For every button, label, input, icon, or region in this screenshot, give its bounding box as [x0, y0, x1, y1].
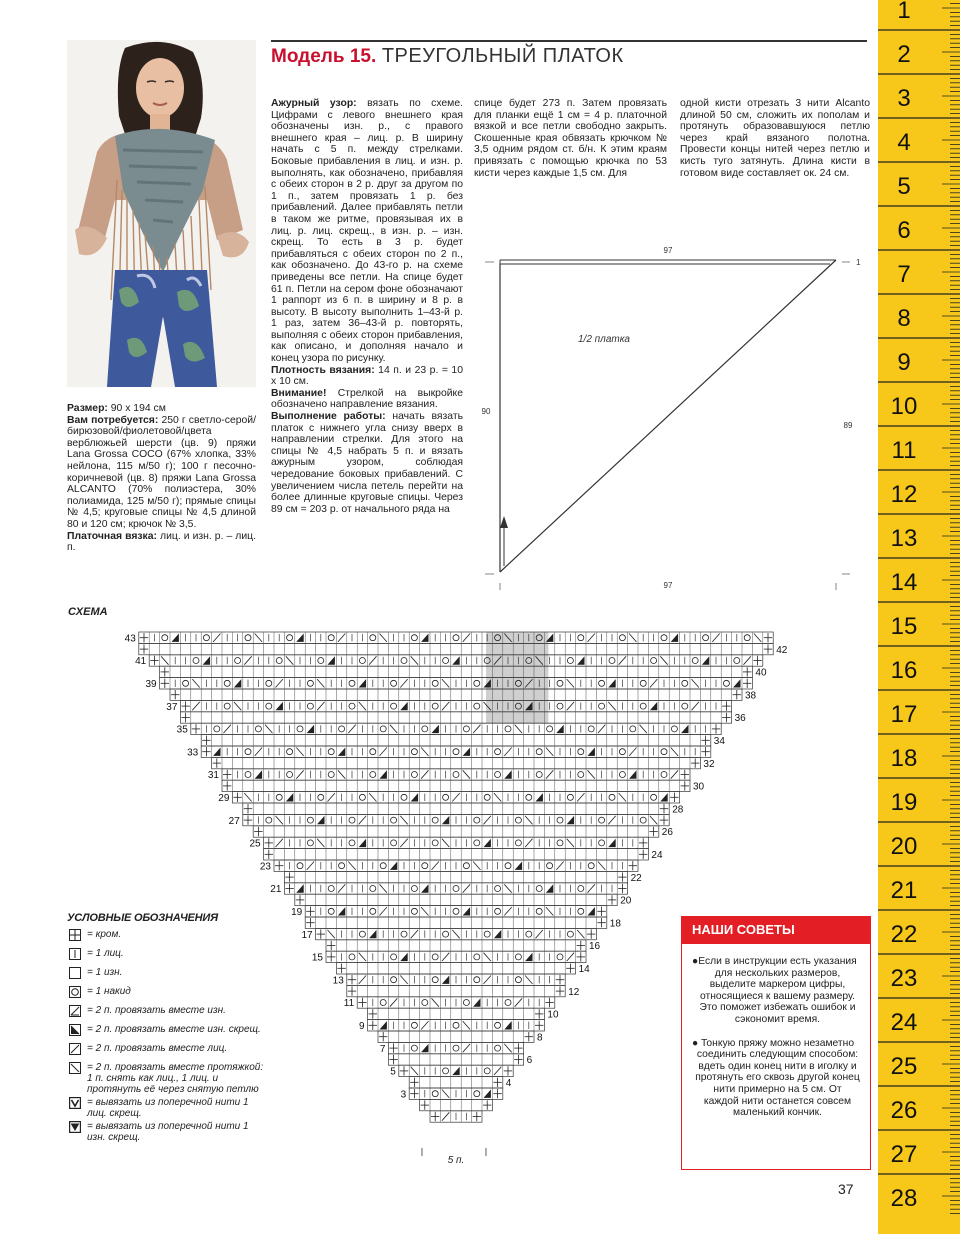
chart-row-number: 11 — [343, 998, 355, 1010]
chart-row-number: 42 — [776, 644, 788, 656]
tip-item: ● Если в инструкции есть указания для нескольких размеров, выделите маркером цифры, относящиеся к вашему размеру. Это поможет избежать ошибок и сэкономит время. — [692, 956, 857, 1025]
chart-row-number: 26 — [661, 827, 673, 839]
ruler-number: 24 — [890, 1009, 918, 1036]
chart-row-number: 15 — [311, 952, 323, 964]
purl-stitch-icon — [69, 967, 81, 979]
tips-title: НАШИ СОВЕТЫ — [682, 917, 870, 944]
ruler-number: 1 — [897, 0, 911, 24]
chart-row-number: 19 — [291, 907, 303, 918]
chart-row-number: 21 — [270, 884, 282, 896]
work-label: Выполнение работы: — [271, 411, 386, 423]
attention-text: Стрелкой на выкройке обозначено направление вязания. — [271, 387, 463, 411]
chart-row-number: 32 — [703, 758, 715, 770]
ruler-number: 3 — [897, 85, 911, 112]
ruler-number: 8 — [897, 305, 911, 332]
half-shawl-label: 1/2 платка — [578, 334, 630, 345]
legend-item-p2tog-tbl: = 2 п. провязать вместе изн. скрещ. — [67, 1024, 267, 1041]
yarn-over-icon — [69, 986, 81, 998]
article-header: Модель 15. ТРЕУГОЛЬНЫЙ ПЛАТОК — [271, 40, 867, 76]
ruler-number: 4 — [897, 129, 911, 156]
purl-two-together-crossed-icon — [69, 1024, 81, 1036]
make-one-purl-icon — [69, 1121, 81, 1133]
legend-item-ssk: = 2 п. провязать вместе протяжкой: 1 п. снять как лиц., 1 лиц. и протянуть её через снятую петлю — [67, 1062, 267, 1095]
ruler-number: 14 — [890, 569, 918, 596]
chart-row-number: 28 — [672, 804, 684, 816]
pattern-diagram — [470, 240, 870, 595]
pattern-diagonal-edge — [500, 260, 836, 572]
gauge-text: 14 п. и 23 р. = 10 х 10 см. — [271, 364, 463, 388]
pattern-top-dimension: 97 — [663, 246, 673, 255]
tips-box — [681, 916, 871, 1170]
chart-row-number: 41 — [135, 656, 147, 668]
chart-row-number: 20 — [620, 895, 632, 907]
ruler-number: 11 — [891, 437, 917, 464]
ruler-number: 10 — [890, 393, 918, 420]
selvage-stitch-icon — [69, 929, 81, 941]
legend — [67, 912, 267, 1145]
knit-stitch-icon — [69, 948, 81, 960]
legend-item-purl: = 1 изн. — [67, 967, 267, 984]
chart-row-number: 39 — [145, 679, 157, 690]
legend-item-p2tog: = 2 п. провязать вместе изн. — [67, 1005, 267, 1022]
chart-row-number: 4 — [505, 1078, 512, 1089]
ruler-number: 13 — [890, 525, 918, 552]
ruler-number: 9 — [897, 349, 911, 376]
legend-item-selvage: = кром. — [67, 929, 267, 946]
tip-item: ● Тонкую пряжу можно незаметно соединить следующим способом: вдеть один конец нити в иголку и протянуть его сквозь другой конец нити примерно на 5 см. От каждой нити останется совсем маленький кончик. — [692, 1037, 860, 1119]
gauge-label: Плотность вязания: — [271, 364, 375, 376]
ruler-number: 19 — [890, 789, 918, 816]
lace-pattern-text: вязать по схеме. Цифрами с левого внешнего края обозначены изн. р., с правого внешнего края – лиц. р. В ширину начать с 5 п. между стрелками. Боковые прибавления в лиц. и изн. р. выполнять, как обозначено, прибавляя с обеих сторон в 2 р. друг за другом по 1 п., затем провязать 1 р. без прибавлений. Далее прибавлять петли в таком же ритме, провязывая их в лиц. р. лиц. скрещ., в изн. р. – изн. скрещ. То есть в 3 р. будет прибавляться с обеих сторон по 2 п., как обозначено. До 43-го р. на схеме приведены все петли. На спице будет 61 п. Петли на сером фоне обозначают 1 раппорт из 6 п. в ширину и 8 р. в высоту. В высоту выполнить 1–43-й р. 1 раз, затем 36–43-й р. повторять, выполняя с обеих сторон прибавления, как описано, и дополняя начало и конец узора по рисунку. — [271, 98, 463, 365]
legend-title: УСЛОВНЫЕ ОБОЗНАЧЕНИЯ — [67, 912, 218, 924]
chart-row-number: 23 — [259, 861, 271, 873]
chart-row-number: 27 — [228, 815, 240, 827]
work-text: начать вязать платок с нижнего угла снизу вверх в направлении стрелки. Для этого на спицы № 4,5 набрать 5 п. и вязать ажурным узором, соблюдая чередование боковых прибавлений. С увеличением числа петель перейти на более длинные круговые спицы. Через 89 см = 203 р. от начального ряда на — [271, 411, 464, 515]
chart-row-number: 10 — [547, 1009, 559, 1021]
chart-row-number: 35 — [176, 724, 188, 736]
chart-row-number: 38 — [745, 690, 757, 702]
size-label: Размер: — [67, 403, 108, 414]
instructions-column-1 — [271, 98, 463, 515]
ruler-number: 6 — [897, 217, 911, 244]
chart-row-number: 36 — [734, 713, 746, 725]
knit-two-together-icon — [69, 1043, 81, 1055]
ruler-number: 25 — [890, 1053, 918, 1080]
legend-item-k2tog: = 2 п. провязать вместе лиц. — [67, 1043, 267, 1060]
chart-row-number: 34 — [713, 736, 725, 747]
chart-row-number: 8 — [537, 1032, 543, 1044]
pattern-bottom-dimension: 97 — [663, 581, 673, 590]
chart-row-number: 18 — [609, 918, 621, 930]
chart-row-number: 24 — [651, 850, 663, 861]
legend-item-yarn-over: = 1 накид — [67, 986, 267, 1003]
legend-item-knit: = 1 лиц. — [67, 948, 267, 965]
pattern-left-dimension: 90 — [481, 407, 491, 416]
chart-row-number: 13 — [332, 975, 344, 987]
legend-item-m1-knit: = вывязать из поперечной нити 1 лиц. скрещ. — [67, 1097, 267, 1119]
slip-knit-pass-icon — [69, 1062, 81, 1074]
chart-row-number: 5 — [390, 1066, 396, 1078]
ruler-number: 23 — [890, 965, 918, 992]
pattern-right-mark: 1 — [856, 258, 861, 267]
chart-row-number: 6 — [526, 1055, 533, 1067]
ruler-number: 26 — [890, 1097, 918, 1124]
chart-row-number: 30 — [693, 781, 705, 793]
chart-row-number: 17 — [301, 929, 313, 941]
ruler-number: 17 — [890, 701, 918, 728]
ruler-number: 22 — [890, 921, 918, 948]
chart-row-number: 43 — [124, 633, 136, 645]
attention-label: Внимание! — [271, 387, 327, 399]
ruler-number: 20 — [890, 833, 918, 860]
chart-row-number: 3 — [400, 1089, 407, 1101]
ruler-number: 7 — [897, 261, 911, 288]
instructions-text-2: спице будет 273 п. Затем провязать для планки ещё 1 см = 4 р. платочной вязкой и все петли свободно закрыть. Скошенные края обвязать крючком № 3,5 одним рядом ст. б/н. К этим краям привязать с помощью крючка по 53 кисти через каждые 1,5 см. Для — [474, 98, 667, 179]
chart-row-number: 14 — [578, 964, 590, 975]
ruler-number: 5 — [897, 173, 911, 200]
legend-item-m1-purl: = вывязать из поперечной нити 1 изн. скрещ. — [67, 1121, 267, 1143]
chart-row-number: 7 — [379, 1043, 386, 1055]
purl-two-together-icon — [69, 1005, 81, 1017]
make-one-knit-icon — [69, 1097, 81, 1109]
chart-row-number: 12 — [568, 986, 580, 998]
chart-row-number: 22 — [630, 872, 642, 884]
ruler-number: 12 — [890, 481, 918, 508]
ruler-number: 15 — [890, 613, 918, 640]
chart-row-number: 9 — [359, 1021, 365, 1032]
ruler-number: 16 — [890, 657, 918, 684]
chart-row-number: 40 — [755, 667, 767, 679]
ruler-number: 21 — [890, 877, 918, 904]
size-value: 90 х 194 см — [107, 403, 166, 414]
ruler-number: 28 — [890, 1185, 918, 1212]
ruler-number: 2 — [897, 41, 911, 68]
chart-stitches-label: 5 п. — [447, 1155, 465, 1166]
chart-row-number: 31 — [207, 770, 219, 782]
measuring-tape — [878, 0, 960, 1234]
chart-row-number: 33 — [187, 747, 199, 759]
article-title: ТРЕУГОЛЬНЫЙ ПЛАТОК — [381, 45, 624, 67]
garter-stitch-label: Платочная вязка: — [67, 530, 157, 542]
page-number: 37 — [838, 1181, 854, 1197]
chart-row-number: 29 — [218, 793, 230, 804]
model-number: Модель 15 — [271, 46, 371, 67]
materials-value: 250 г светло-серой/бирюзовой/фиолетовой/цвета верблюжьей шерсти (цв. 9) пряжи Lana Grossa COCO (67% хлопка, 33% нейлона, 115 м/50 г); 100 г песочно-коричневой (цв. 8) пряжи Lana Grossa ALCANTO (70% полиэстера, 30% полиамида, 125 м/50 г); прямые спицы № 4,5; круговые спицы № 4,5 длиной 80 и 120 см; крючок № 3,5. — [67, 414, 256, 530]
lace-pattern-label: Ажурный узор: — [271, 98, 357, 109]
instructions-text-3: одной кисти отрезать 3 нити Alcanto длиной 50 см, сложить их пополам и протянуть образовавшуюся петлю через край вязаного полотна. Провести концы нитей через петлю и кисть туго затянуть. Длина кисти в готовом виде составляет ок. 24 см. — [680, 98, 870, 179]
materials-column — [67, 403, 256, 554]
instructions-column-2 — [474, 98, 667, 179]
instructions-column-3 — [680, 98, 870, 179]
ruler-number: 27 — [890, 1141, 918, 1168]
chart-row-number: 37 — [166, 701, 178, 713]
pattern-right-dimension: 89 — [843, 421, 853, 430]
garter-stitch-value: лиц. и изн. р. – лиц. п. — [67, 530, 256, 554]
schema-label: СХЕМА — [68, 606, 108, 618]
ruler-number: 18 — [890, 745, 918, 772]
materials-label: Вам потребуется: — [67, 414, 159, 426]
chart-row-number: 25 — [249, 838, 261, 850]
model-photo — [67, 40, 256, 387]
chart-row-number: 16 — [589, 941, 601, 953]
